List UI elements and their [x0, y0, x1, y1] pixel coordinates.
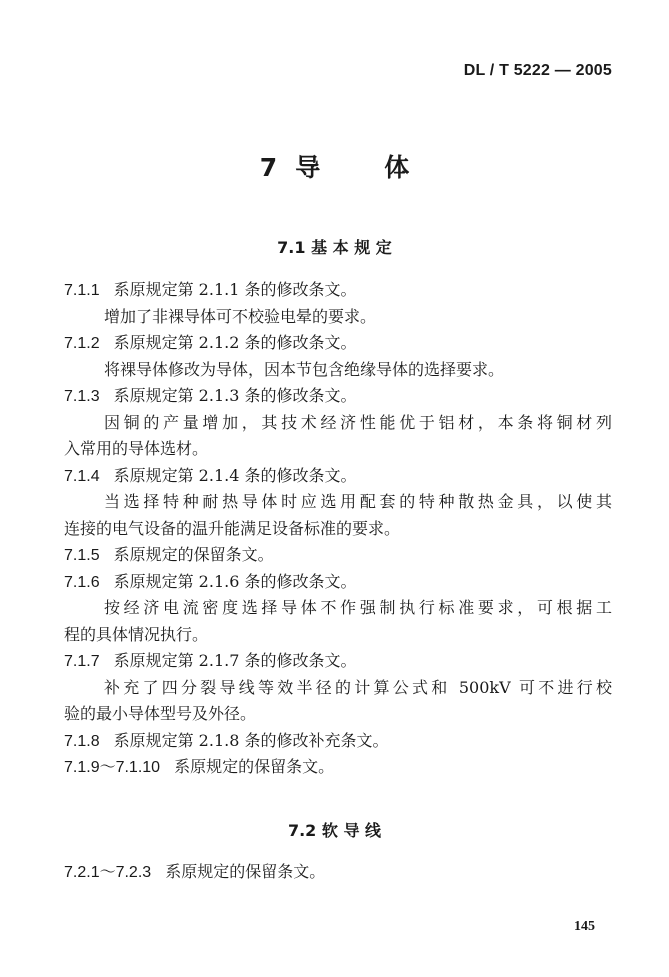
clause-heading: 系原规定的保留条文。 — [165, 862, 326, 881]
clause-body-line: 增加了非裸导体可不校验电晕的要求。 — [104, 306, 377, 326]
clause-number: 7.1.9～7.1.10 — [64, 759, 161, 776]
clause-heading: 系原规定第 2.1.2 条的修改条文。 — [113, 333, 357, 352]
clause-heading-line — [64, 542, 612, 569]
clause-number: 7.1.5 — [64, 547, 100, 564]
clause-heading-line — [64, 754, 612, 781]
clause-heading: 系原规定第 2.1.7 条的修改条文。 — [113, 651, 357, 670]
clause-body-line: 当选择特种耐热导体时应选用配套的特种散热金具，以使其 — [104, 492, 612, 511]
clause-number: 7.1.7 — [64, 653, 100, 670]
clause-heading-line — [64, 463, 612, 490]
section-7-2-title: 7.2 软 导 线 — [287, 821, 382, 840]
clause-number: 7.1.4 — [64, 467, 100, 485]
clause-number: 7.1.2 — [64, 335, 100, 352]
chapter-title-char-2: 体 — [384, 153, 410, 182]
clause-number: 7.1.1 — [64, 282, 100, 299]
clause-number: 7.1.8 — [64, 732, 100, 750]
clause-body-line: 验的最小导体型号及外径。 — [64, 704, 257, 723]
clause-body-line: 按经济电流密度选择导体不作强制执行标准要求，可根据工 — [104, 598, 612, 617]
clause-body-line: 入常用的导体选材。 — [64, 439, 209, 458]
clause-body-line: 程的具体情况执行。 — [64, 624, 209, 644]
clause-body-line: 补充了四分裂导线等效半径的计算公式和 500kV 可不进行校 — [104, 677, 612, 697]
clause-body-line: 连接的电气设备的温升能满足设备标准的要求。 — [64, 518, 401, 538]
clause-list — [64, 277, 612, 781]
standard-code: DL / T 5222 — 2005 — [463, 62, 612, 79]
clause-body-line: 将裸导体修改为导体，因本节包含绝缘导体的选择要求。 — [104, 359, 505, 379]
clause-heading-line — [64, 383, 612, 410]
clause-heading-line — [64, 728, 612, 755]
clause-heading: 系原规定第 2.1.8 条的修改补充条文。 — [113, 730, 389, 750]
clause-heading: 系原规定的保留条文。 — [113, 545, 274, 564]
clause-heading-line — [64, 648, 612, 675]
clause-body-line: 因铜的产量增加，其技术经济性能优于铝材，本条将铜材列 — [104, 412, 612, 432]
clause-number: 7.1.3 — [64, 388, 100, 405]
clause-7-2-1 — [64, 859, 325, 882]
clause-heading: 系原规定第 2.1.3 条的修改条文。 — [113, 386, 357, 405]
clause-heading: 系原规定第 2.1.4 条的修改条文。 — [113, 465, 357, 485]
clause-number: 7.2.1～7.2.3 — [64, 864, 152, 881]
section-7-1-title: 7.1 基 本 规 定 — [277, 238, 392, 257]
clause-heading: 系原规定的保留条文。 — [174, 757, 335, 776]
clause-heading: 系原规定第 2.1.1 条的修改条文。 — [113, 280, 357, 299]
chapter-title-char-1: 导 — [295, 153, 321, 182]
chapter-title — [0, 148, 669, 184]
clause-heading: 系原规定第 2.1.6 条的修改条文。 — [113, 571, 357, 591]
clause-heading-line — [64, 277, 612, 304]
clause-number: 7.1.6 — [64, 573, 100, 591]
chapter-number: 7 — [259, 153, 278, 182]
clause-heading-line — [64, 330, 612, 357]
clause-heading-line — [64, 569, 612, 596]
page-number: 145 — [574, 919, 595, 934]
